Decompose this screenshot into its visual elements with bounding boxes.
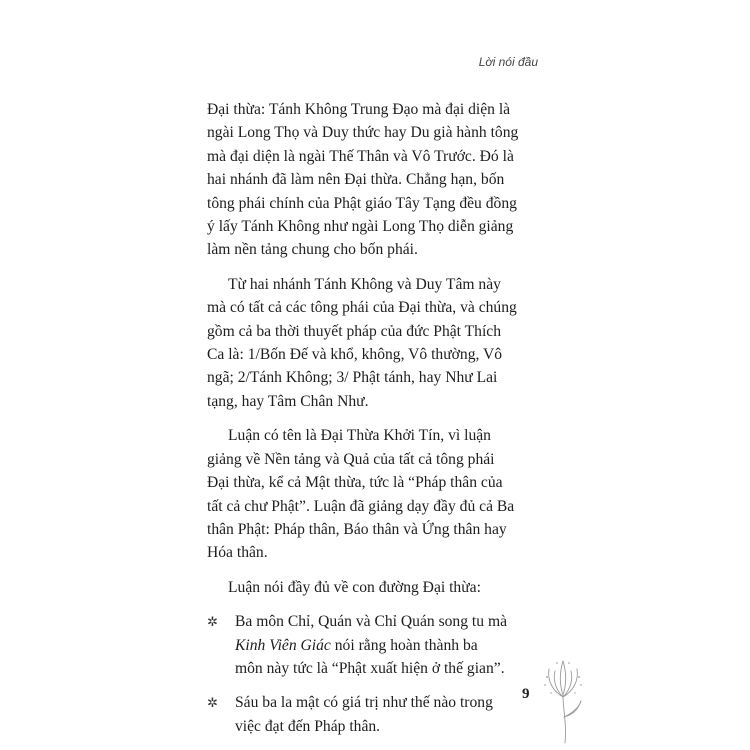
flower-bullet-icon: ✲ (207, 695, 218, 711)
text-line: thân Phật: Pháp thân, Báo thân và Ứng thân hay (207, 520, 507, 538)
text-line: việc đạt đến Pháp thân. (235, 717, 381, 735)
paragraph-1 (207, 98, 535, 262)
body-text (207, 98, 535, 749)
text-line: Luận nói đầy đủ về con đường Đại thừa: (228, 578, 481, 596)
bullet-list (207, 610, 535, 738)
text-line: môn này tức là “Phật xuất hiện ở thế gian”. (235, 659, 505, 677)
text-line: ngài Long Thọ và Duy thức hay Du già hành tông (207, 124, 519, 142)
lotus-ornament-icon (533, 655, 593, 745)
text-line: Sáu ba la mật có giá trị như thế nào trong (235, 694, 493, 712)
flower-bullet-icon: ✲ (207, 614, 218, 630)
text-line: mà đại diện là ngài Thế Thân và Vô Trước. Đó là (207, 147, 514, 165)
text-line: làm nền tảng chung cho bốn phái. (207, 241, 418, 259)
bullet-item (207, 691, 535, 738)
text-line: mà có tất cả các tông phái của Đại thừa, và chúng (207, 299, 517, 317)
text-line: Ca là: 1/Bốn Đế và khổ, không, Vô thường, Vô (207, 346, 503, 364)
text-line: Hóa thân. (207, 544, 268, 562)
text-line: giảng về Nền tảng và Quả của tất cả tông phái (207, 450, 495, 468)
text-line: tạng, hay Tâm Chân Như. (207, 392, 369, 410)
text-line (235, 634, 535, 657)
text-line: ý lấy Tánh Không như ngài Long Thọ diễn giảng (207, 218, 514, 236)
book-title: Kinh Viên Giác (235, 636, 331, 654)
text-line: tất cả chư Phật”. Luận đã giảng dạy đầy đủ cả Ba (207, 497, 515, 515)
text-line: Đại thừa: Tánh Không Trung Đạo mà đại diện là (207, 101, 511, 118)
paragraph-4 (207, 576, 535, 599)
text-line: Luận có tên là Đại Thừa Khởi Tín, vì luận (228, 427, 491, 445)
page-number: 9 (522, 686, 530, 702)
text-line: hai nhánh đã làm nên Đại thừa. Chẳng hạn, bốn (207, 171, 505, 189)
text-line: tông phái chính của Phật giáo Tây Tạng đều đồng (207, 194, 517, 212)
text-line: ngã; 2/Tánh Không; 3/ Phật tánh, hay Như Lai (207, 369, 498, 387)
text-span: nói rằng hoàn thành ba (330, 636, 478, 654)
text-line: Từ hai nhánh Tánh Không và Duy Tâm này (228, 275, 501, 293)
paragraph-2 (207, 273, 535, 413)
running-header: Lời nói đầu (478, 55, 538, 69)
bullet-item (207, 610, 535, 680)
paragraph-3 (207, 424, 535, 564)
text-line: Đại thừa, kể cả Mật thừa, tức là “Pháp thân của (207, 474, 503, 492)
text-line: gồm cả ba thời thuyết pháp của đức Phật Thích (207, 322, 501, 340)
text-line: Ba môn Chỉ, Quán và Chỉ Quán song tu mà (235, 613, 507, 631)
